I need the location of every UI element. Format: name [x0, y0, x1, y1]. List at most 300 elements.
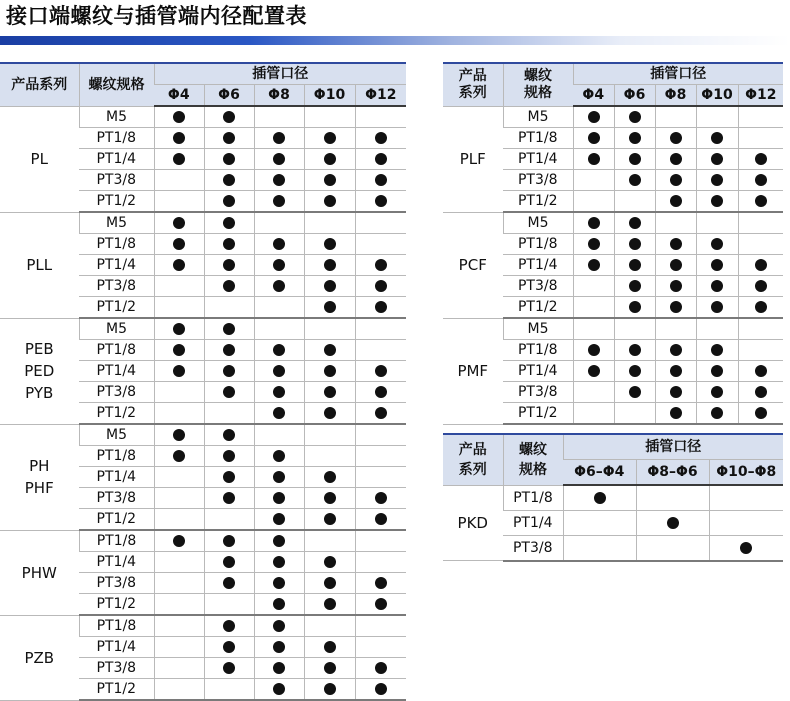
- compat-cell: [204, 255, 254, 276]
- compat-dot-icon: [223, 259, 235, 271]
- compat-cell: [614, 255, 655, 276]
- compat-cell: [254, 552, 304, 573]
- compat-dot-icon: [711, 153, 723, 165]
- compat-cell: [696, 382, 738, 403]
- compat-cell: [655, 361, 696, 382]
- compat-cell: [738, 191, 783, 213]
- compat-cell: [154, 594, 204, 616]
- compat-dot-icon: [273, 471, 285, 483]
- compat-cell: [738, 276, 783, 297]
- compat-cell: [204, 530, 254, 552]
- series-header-line-1: 产品: [458, 441, 487, 458]
- compat-dot-icon: [173, 429, 185, 441]
- compat-dot-icon: [629, 259, 641, 271]
- compat-cell: [573, 276, 614, 297]
- compat-cell: [636, 485, 709, 510]
- compat-cell: [355, 234, 406, 255]
- compat-dot-icon: [588, 153, 600, 165]
- compat-cell: [614, 382, 655, 403]
- compat-cell: [655, 149, 696, 170]
- diameter-header: Φ8–Φ6: [636, 460, 709, 486]
- compat-dot-icon: [711, 365, 723, 377]
- compat-cell: [204, 679, 254, 701]
- compat-dot-icon: [273, 683, 285, 695]
- compat-dot-icon: [273, 556, 285, 568]
- compat-cell: [154, 679, 204, 701]
- compat-dot-icon: [223, 111, 235, 123]
- compat-cell: [696, 361, 738, 382]
- compat-dot-icon: [755, 174, 767, 186]
- compat-cell: [355, 276, 406, 297]
- compat-dot-icon: [324, 471, 336, 483]
- compat-dot-icon: [670, 195, 682, 207]
- compat-cell: [154, 615, 204, 637]
- compat-dot-icon: [711, 195, 723, 207]
- thread-cell: PT3/8: [79, 658, 154, 679]
- compat-cell: [738, 234, 783, 255]
- compat-cell: [563, 510, 636, 535]
- diameter-header: Φ10: [304, 85, 355, 107]
- compat-dot-icon: [588, 111, 600, 123]
- compat-cell: [655, 234, 696, 255]
- compat-dot-icon: [670, 407, 682, 419]
- table-row: [443, 485, 783, 510]
- compat-dot-icon: [223, 365, 235, 377]
- compat-cell: [573, 128, 614, 149]
- thread-cell: PT3/8: [79, 276, 154, 297]
- thread-cell: PT1/2: [79, 297, 154, 319]
- compat-cell: [304, 128, 355, 149]
- compat-dot-icon: [223, 556, 235, 568]
- series-header-line-2: 系列: [458, 461, 487, 478]
- compat-dot-icon: [711, 238, 723, 250]
- compat-cell: [204, 276, 254, 297]
- thread-cell: PT3/8: [79, 488, 154, 509]
- compat-dot-icon: [629, 280, 641, 292]
- compat-cell: [204, 446, 254, 467]
- thread-cell: PT3/8: [79, 382, 154, 403]
- compat-dot-icon: [711, 174, 723, 186]
- compat-cell: [655, 128, 696, 149]
- compat-cell: [254, 573, 304, 594]
- thread-cell: M5: [79, 106, 154, 128]
- compat-dot-icon: [670, 132, 682, 144]
- table-row: [0, 106, 406, 128]
- compat-dot-icon: [755, 365, 767, 377]
- compat-cell: [655, 191, 696, 213]
- compat-cell: [204, 467, 254, 488]
- compat-cell: [655, 212, 696, 234]
- compat-dot-icon: [324, 662, 336, 674]
- compat-dot-icon: [375, 301, 387, 313]
- compat-cell: [573, 403, 614, 425]
- compat-cell: [154, 467, 204, 488]
- compat-cell: [355, 530, 406, 552]
- compat-dot-icon: [223, 280, 235, 292]
- compat-cell: [154, 255, 204, 276]
- compat-cell: [154, 403, 204, 425]
- compat-cell: [304, 552, 355, 573]
- compat-cell: [355, 297, 406, 319]
- series-cell: [443, 318, 503, 424]
- compat-dot-icon: [324, 598, 336, 610]
- thread-cell: PT1/2: [79, 509, 154, 531]
- compat-dot-icon: [273, 513, 285, 525]
- compat-dot-icon: [223, 386, 235, 398]
- compat-dot-icon: [588, 238, 600, 250]
- thread-cell: PT1/4: [503, 149, 573, 170]
- compat-cell: [696, 234, 738, 255]
- compat-cell: [304, 340, 355, 361]
- compat-cell: [636, 535, 709, 561]
- compat-dot-icon: [375, 195, 387, 207]
- compat-dot-icon: [223, 174, 235, 186]
- compat-cell: [304, 594, 355, 616]
- compat-cell: [304, 149, 355, 170]
- thread-cell: PT3/8: [79, 170, 154, 191]
- table-row: [0, 615, 406, 637]
- compat-cell: [254, 637, 304, 658]
- compat-cell: [614, 276, 655, 297]
- compat-dot-icon: [375, 683, 387, 695]
- thread-cell: PT3/8: [503, 382, 573, 403]
- compat-dot-icon: [670, 344, 682, 356]
- compat-dot-icon: [273, 280, 285, 292]
- compat-cell: [696, 255, 738, 276]
- thread-cell: PT1/8: [79, 128, 154, 149]
- series-name: PHF: [24, 479, 54, 497]
- table-row: [0, 318, 406, 340]
- compat-cell: [154, 552, 204, 573]
- compat-cell: [709, 535, 783, 561]
- series-name: PKD: [457, 513, 488, 532]
- compat-cell: [304, 255, 355, 276]
- compat-dot-icon: [629, 238, 641, 250]
- table-row: [0, 424, 406, 446]
- compat-cell: [696, 403, 738, 425]
- series-name: PEB: [24, 340, 54, 358]
- compat-dot-icon: [629, 365, 641, 377]
- compat-cell: [355, 552, 406, 573]
- compat-cell: [696, 149, 738, 170]
- compat-cell: [154, 361, 204, 382]
- compat-dot-icon: [629, 217, 641, 229]
- thread-header-line-2: 规格: [519, 461, 547, 478]
- compat-dot-icon: [273, 344, 285, 356]
- compat-cell: [304, 509, 355, 531]
- compat-dot-icon: [273, 195, 285, 207]
- compat-cell: [304, 403, 355, 425]
- compat-cell: [254, 530, 304, 552]
- thread-cell: M5: [503, 106, 573, 128]
- compat-cell: [154, 658, 204, 679]
- compat-cell: [355, 318, 406, 340]
- compat-dot-icon: [273, 238, 285, 250]
- compat-cell: [254, 361, 304, 382]
- compat-cell: [254, 382, 304, 403]
- series-cell: [0, 424, 79, 530]
- compat-dot-icon: [324, 344, 336, 356]
- compat-dot-icon: [223, 217, 235, 229]
- series-name: PL: [30, 150, 48, 168]
- compat-dot-icon: [173, 153, 185, 165]
- series-cell: [0, 318, 79, 424]
- compat-cell: [204, 318, 254, 340]
- series-header: [443, 434, 503, 485]
- compat-dot-icon: [223, 195, 235, 207]
- compat-cell: [573, 234, 614, 255]
- thread-cell: PT3/8: [503, 276, 573, 297]
- series-name: PH: [29, 457, 50, 475]
- diameter-header: Φ10: [696, 85, 738, 107]
- compat-cell: [563, 485, 636, 510]
- compat-cell: [154, 149, 204, 170]
- title-underline-bar: [0, 36, 790, 45]
- compat-dot-icon: [324, 407, 336, 419]
- compat-dot-icon: [324, 577, 336, 589]
- compat-dot-icon: [629, 132, 641, 144]
- compat-cell: [696, 106, 738, 128]
- compat-cell: [573, 106, 614, 128]
- compat-cell: [738, 297, 783, 319]
- compat-dot-icon: [273, 132, 285, 144]
- compat-cell: [154, 509, 204, 531]
- compat-cell: [738, 382, 783, 403]
- compat-cell: [254, 149, 304, 170]
- compat-cell: [573, 340, 614, 361]
- compat-dot-icon: [273, 450, 285, 462]
- compat-cell: [154, 382, 204, 403]
- diameter-header: Φ8: [254, 85, 304, 107]
- compat-dot-icon: [223, 344, 235, 356]
- table-row: [0, 212, 406, 234]
- thread-cell: PT1/8: [79, 615, 154, 637]
- compat-dot-icon: [173, 365, 185, 377]
- compat-dot-icon: [223, 238, 235, 250]
- compat-cell: [254, 191, 304, 213]
- compat-dot-icon: [670, 259, 682, 271]
- compat-cell: [738, 255, 783, 276]
- compat-cell: [204, 170, 254, 191]
- compat-cell: [573, 149, 614, 170]
- compat-dot-icon: [173, 450, 185, 462]
- thread-cell: PT1/4: [503, 255, 573, 276]
- compat-cell: [696, 212, 738, 234]
- table-row: [0, 530, 406, 552]
- tube-diameter-header: 插管口径: [573, 63, 783, 85]
- thread-cell: PT1/2: [79, 403, 154, 425]
- thread-header: [503, 434, 563, 485]
- compat-cell: [614, 128, 655, 149]
- compat-cell: [355, 615, 406, 637]
- compat-dot-icon: [273, 641, 285, 653]
- compat-dot-icon: [173, 238, 185, 250]
- compat-dot-icon: [670, 174, 682, 186]
- compat-cell: [304, 530, 355, 552]
- compat-cell: [254, 276, 304, 297]
- compat-cell: [254, 403, 304, 425]
- compat-cell: [696, 340, 738, 361]
- compat-cell: [696, 191, 738, 213]
- thread-cell: PT3/8: [503, 170, 573, 191]
- series-header: [443, 63, 503, 106]
- diameter-header: Φ6–Φ4: [563, 460, 636, 486]
- compat-dot-icon: [588, 217, 600, 229]
- compat-dot-icon: [711, 407, 723, 419]
- compat-cell: [304, 191, 355, 213]
- compat-dot-icon: [375, 513, 387, 525]
- compat-cell: [655, 106, 696, 128]
- compat-dot-icon: [173, 344, 185, 356]
- compat-dot-icon: [173, 535, 185, 547]
- compat-cell: [614, 361, 655, 382]
- compat-dot-icon: [711, 280, 723, 292]
- compat-cell: [655, 403, 696, 425]
- compat-cell: [254, 488, 304, 509]
- compat-cell: [154, 340, 204, 361]
- series-name: PED: [24, 362, 55, 380]
- compat-cell: [254, 658, 304, 679]
- compat-dot-icon: [324, 153, 336, 165]
- compat-cell: [614, 106, 655, 128]
- compat-cell: [573, 170, 614, 191]
- compat-dot-icon: [223, 577, 235, 589]
- compat-cell: [204, 297, 254, 319]
- thread-cell: PT1/8: [79, 340, 154, 361]
- compat-cell: [154, 573, 204, 594]
- compat-cell: [304, 106, 355, 128]
- compat-cell: [154, 234, 204, 255]
- compat-dot-icon: [273, 535, 285, 547]
- compat-cell: [355, 467, 406, 488]
- compat-cell: [614, 340, 655, 361]
- compat-dot-icon: [711, 132, 723, 144]
- compat-dot-icon: [375, 259, 387, 271]
- compat-dot-icon: [324, 174, 336, 186]
- compat-dot-icon: [711, 344, 723, 356]
- compat-dot-icon: [273, 259, 285, 271]
- compat-dot-icon: [755, 407, 767, 419]
- compat-dot-icon: [755, 259, 767, 271]
- thread-cell: PT1/2: [79, 679, 154, 701]
- compat-cell: [655, 340, 696, 361]
- compat-cell: [614, 170, 655, 191]
- compat-dot-icon: [324, 641, 336, 653]
- table-row: [443, 212, 783, 234]
- compat-cell: [655, 318, 696, 340]
- series-cell: [443, 212, 503, 318]
- compat-cell: [738, 403, 783, 425]
- thread-cell: PT1/4: [79, 467, 154, 488]
- table-row: [443, 106, 783, 128]
- diameter-header: Φ10–Φ8: [709, 460, 783, 486]
- compat-cell: [204, 552, 254, 573]
- compat-cell: [154, 530, 204, 552]
- compat-cell: [154, 424, 204, 446]
- thread-cell: PT1/8: [503, 128, 573, 149]
- thread-cell: PT1/4: [79, 255, 154, 276]
- compat-cell: [254, 679, 304, 701]
- series-name: PCF: [458, 256, 487, 274]
- compat-dot-icon: [173, 132, 185, 144]
- compat-dot-icon: [173, 323, 185, 335]
- compat-cell: [254, 297, 304, 319]
- compat-cell: [254, 170, 304, 191]
- series-cell: [443, 106, 503, 212]
- tube-diameter-header: 插管口径: [154, 63, 406, 85]
- thread-header: 螺纹规格: [79, 63, 154, 106]
- compat-dot-icon: [588, 132, 600, 144]
- thread-cell: PT1/4: [79, 149, 154, 170]
- compat-cell: [696, 170, 738, 191]
- compat-cell: [696, 318, 738, 340]
- compat-cell: [573, 212, 614, 234]
- compat-cell: [355, 509, 406, 531]
- compat-cell: [614, 149, 655, 170]
- compat-cell: [204, 106, 254, 128]
- compat-cell: [355, 212, 406, 234]
- compat-cell: [355, 403, 406, 425]
- compat-dot-icon: [324, 195, 336, 207]
- compat-dot-icon: [273, 407, 285, 419]
- left-config-table: [0, 62, 406, 701]
- compat-cell: [254, 212, 304, 234]
- compat-cell: [204, 382, 254, 403]
- thread-header: [503, 63, 573, 106]
- compat-cell: [304, 488, 355, 509]
- compat-cell: [204, 658, 254, 679]
- compat-cell: [304, 424, 355, 446]
- compat-cell: [696, 128, 738, 149]
- compat-cell: [738, 170, 783, 191]
- compat-dot-icon: [375, 365, 387, 377]
- compat-dot-icon: [324, 683, 336, 695]
- diameter-header: Φ12: [738, 85, 783, 107]
- compat-cell: [204, 191, 254, 213]
- compat-cell: [254, 615, 304, 637]
- thread-cell: M5: [503, 318, 573, 340]
- compat-cell: [573, 191, 614, 213]
- series-cell: [0, 530, 79, 615]
- compat-dot-icon: [273, 153, 285, 165]
- thread-cell: PT1/8: [503, 485, 563, 510]
- compat-cell: [154, 297, 204, 319]
- compat-cell: [738, 212, 783, 234]
- compat-cell: [204, 149, 254, 170]
- compat-cell: [204, 594, 254, 616]
- compat-cell: [655, 276, 696, 297]
- diameter-header: Φ4: [154, 85, 204, 107]
- compat-cell: [304, 212, 355, 234]
- compat-cell: [738, 361, 783, 382]
- compat-cell: [204, 573, 254, 594]
- compat-dot-icon: [755, 195, 767, 207]
- series-name: PYB: [25, 384, 54, 402]
- compat-dot-icon: [173, 217, 185, 229]
- compat-cell: [254, 234, 304, 255]
- compat-cell: [738, 106, 783, 128]
- series-cell: [0, 212, 79, 318]
- compat-cell: [355, 446, 406, 467]
- compat-cell: [204, 340, 254, 361]
- thread-header-line-1: 螺纹: [524, 67, 552, 84]
- compat-dot-icon: [375, 407, 387, 419]
- compat-dot-icon: [324, 301, 336, 313]
- series-header: 产品系列: [0, 63, 79, 106]
- thread-cell: PT1/8: [503, 340, 573, 361]
- compat-cell: [204, 403, 254, 425]
- series-name: PLL: [26, 256, 53, 274]
